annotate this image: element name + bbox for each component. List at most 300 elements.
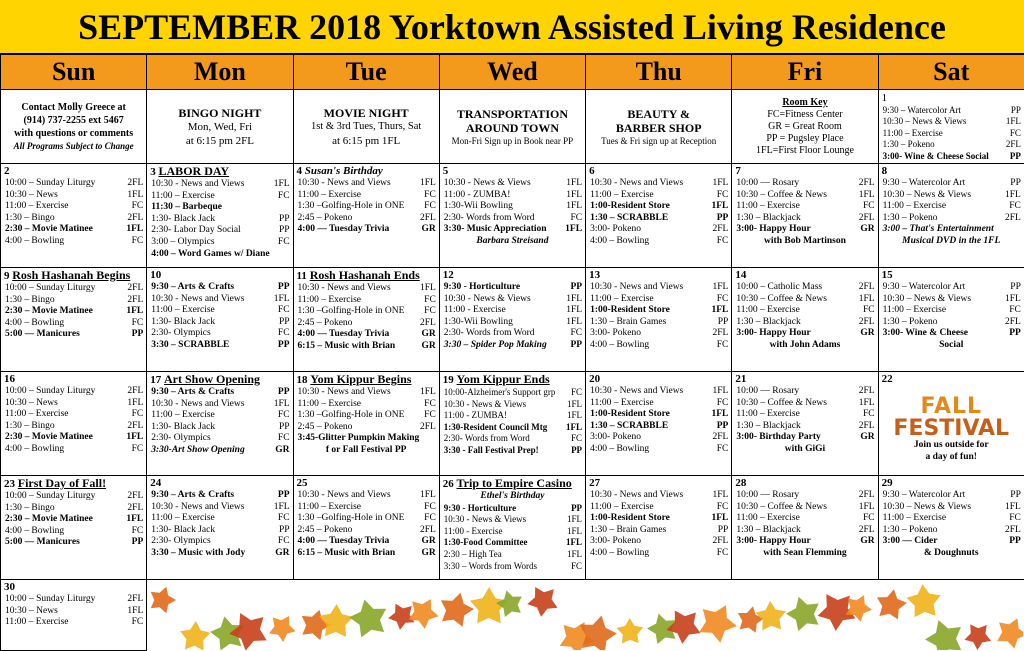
event-row — [1, 224, 146, 236]
event-location: 1FL — [859, 190, 875, 202]
event-row — [586, 409, 731, 421]
event-location: FC — [278, 191, 290, 203]
day-cell — [439, 164, 585, 268]
event-location: 2FL — [127, 295, 143, 307]
event-name: 2:30 – Movie Matinee — [5, 224, 93, 236]
event-name: 1:00-Resident Store — [590, 305, 670, 317]
event-row — [440, 410, 585, 422]
event-location: GR — [860, 224, 874, 236]
event-row — [147, 225, 292, 237]
event-location: PP — [571, 503, 582, 515]
event-name: 10:30 - News and Views — [590, 178, 683, 190]
event-name: 10:30 – News & Views — [883, 294, 971, 306]
day-header — [147, 476, 292, 490]
event-row — [732, 294, 877, 306]
leaf-icon — [319, 604, 353, 637]
event-location: FC — [424, 201, 436, 213]
event-name: 10:30 – Coffee & News — [736, 190, 827, 202]
event-row — [294, 422, 439, 434]
event-location: GR — [422, 224, 436, 236]
event-name: 1:00-Resident Store — [590, 513, 670, 525]
event-name: 10:30 - News and Views — [151, 399, 244, 411]
event-location: FC — [132, 617, 144, 629]
event-row — [147, 340, 292, 352]
event-row — [440, 433, 585, 445]
day-cell — [732, 372, 878, 476]
event-name: 3:30 – Music with Jody — [151, 548, 245, 560]
event-subtitle: Musical DVD in the 1FL — [879, 236, 1024, 248]
event-location: PP — [570, 282, 582, 294]
leaf-icon — [617, 618, 644, 644]
event-name: 11:00 – Exercise — [151, 191, 215, 203]
festival-note: a day of fun! — [879, 452, 1024, 464]
day-header — [440, 268, 585, 282]
event-location: PP — [1009, 328, 1021, 340]
event-row — [586, 294, 731, 306]
event-location: FC — [571, 387, 582, 399]
event-row — [1, 201, 146, 213]
event-location: 1FL — [712, 386, 728, 398]
event-name: 10:30 - News & Views — [444, 399, 526, 411]
event-row: 11:00 – Exercise FC — [879, 128, 1024, 140]
event-row — [294, 213, 439, 225]
event-name: 11:00 – Exercise — [736, 305, 800, 317]
event-name: 6:15 – Music with Brian — [298, 548, 396, 560]
event-name: 10:30 - News and Views — [298, 178, 391, 190]
event-row — [440, 224, 585, 236]
day-header — [440, 164, 585, 178]
event-row — [732, 386, 877, 398]
event-name: 9:30 - Horticulture — [444, 503, 516, 515]
event-row — [147, 387, 292, 399]
holiday-heading: LABOR DAY — [159, 164, 230, 178]
fall-festival-cell — [878, 372, 1024, 476]
event-location: PP — [717, 421, 729, 433]
event-row — [147, 490, 292, 502]
event-row — [1, 178, 146, 190]
event-row — [586, 328, 731, 340]
day-number: 8 — [882, 165, 888, 177]
event-location: FC — [132, 409, 144, 421]
event-location: 1FL — [859, 294, 875, 306]
event-row — [147, 399, 292, 411]
leaf-icon — [269, 616, 296, 642]
event-row — [879, 213, 1024, 225]
event-name: 1:30 – Brain Games — [590, 525, 666, 537]
event-name: 2:30- Words from Word — [444, 213, 535, 225]
leaf-icon — [151, 587, 176, 614]
info-heading: TRANSPORTATION — [440, 107, 585, 121]
event-row — [732, 178, 877, 190]
event-location: PP — [718, 317, 729, 329]
event-row — [440, 178, 585, 190]
event-row: 10:30 – News & Views 1FL — [879, 116, 1024, 128]
event-name: 9:30 - Horticulture — [444, 282, 520, 294]
event-name: 10:00 – Catholic Mass — [736, 282, 822, 294]
event-name: 1:30 – Blackjack — [736, 525, 800, 537]
event-location: PP — [278, 282, 290, 294]
event-name: 1:30 –Golfing-Hole in ONE — [298, 513, 405, 525]
event-row — [586, 421, 731, 433]
event-name: 2:45 – Pokeno — [298, 213, 353, 225]
day-header — [586, 268, 731, 282]
event-name: 2:45 – Pokeno — [298, 318, 353, 330]
event-location: 1FL — [711, 201, 728, 213]
event-row — [1, 526, 146, 538]
event-row — [879, 305, 1024, 317]
day-number: 18 — [297, 374, 308, 386]
event-row — [294, 490, 439, 502]
event-row — [1, 329, 146, 341]
event-name: 10:00 – Sunday Liturgy — [5, 594, 95, 606]
event-location: 2FL — [420, 213, 436, 225]
event-row: 3:00- Wine & Cheese Social PP — [879, 151, 1024, 163]
event-row — [440, 387, 585, 399]
day-number: 11 — [297, 270, 307, 282]
day-cell — [293, 372, 439, 476]
event-location: FC — [717, 444, 729, 456]
event-name: 2:30 – Movie Matinee — [5, 514, 93, 526]
event-row — [294, 201, 439, 213]
day-number: 7 — [735, 165, 741, 177]
day-header — [879, 164, 1024, 178]
event-name: 3:45-Glitter Pumpkin Making — [298, 433, 420, 445]
event-row — [879, 328, 1024, 340]
event-location: PP — [278, 340, 290, 352]
event-location: GR — [422, 536, 436, 548]
event-row — [440, 549, 585, 561]
day-header — [732, 164, 877, 178]
info-heading: BINGO NIGHT — [147, 106, 292, 120]
event-name: 3:00- Wine & Cheese — [883, 328, 968, 340]
event-name: 1:30 –Golfing-Hole in ONE — [298, 410, 405, 422]
day-header — [1, 372, 146, 386]
day-number: 30 — [4, 581, 15, 593]
day-cell — [732, 476, 878, 580]
day-number: 14 — [735, 269, 746, 281]
event-location: FC — [424, 502, 436, 514]
event-name: 5:00 — Manicures — [5, 537, 80, 549]
room-key-line: 1FL=First Floor Lounge — [732, 145, 877, 157]
event-location: 2FL — [712, 224, 728, 236]
event-row — [586, 340, 731, 352]
event-row — [440, 282, 585, 294]
event-row — [147, 433, 292, 445]
event-row — [732, 328, 877, 340]
event-row — [1, 537, 146, 549]
room-key-title: Room Key — [732, 97, 877, 109]
event-row — [440, 537, 585, 549]
event-row — [147, 328, 292, 340]
event-location: 1FL — [566, 537, 582, 549]
event-name: 11:00 – Exercise — [298, 502, 362, 514]
event-name: 10:30 - News and Views — [151, 502, 244, 514]
event-location: 1FL — [566, 201, 582, 213]
event-row — [294, 387, 439, 399]
event-location: FC — [1009, 305, 1021, 317]
event-name: 11:00 - Exercise — [444, 526, 503, 538]
event-row — [1, 409, 146, 421]
event-row: 1:30 – Pokeno 2FL — [879, 139, 1024, 151]
event-row — [1, 398, 146, 410]
day-cell — [586, 164, 732, 268]
event-location: 2FL — [127, 491, 143, 503]
event-location: PP — [718, 525, 729, 537]
autumn-leaves-decoration — [147, 580, 1024, 651]
event-location: 1FL — [859, 502, 875, 514]
event-location: FC — [278, 237, 290, 249]
event-location: FC — [863, 409, 875, 421]
event-location: FC — [424, 295, 436, 307]
event-name: 4:00 – Bowling — [5, 318, 64, 330]
event-location: 1FL — [126, 306, 143, 318]
event-name: 11:00 – Exercise — [883, 201, 947, 213]
event-name: 1:30 – Pokeno — [883, 525, 938, 537]
event-name: 2:30- Olympics — [151, 433, 210, 445]
event-location: PP — [717, 213, 729, 225]
event-name: 3:00- Happy Hour — [736, 536, 810, 548]
event-name: 4:00 – Bowling — [590, 444, 649, 456]
event-location: 2FL — [1005, 317, 1021, 329]
day-number: 17 — [150, 374, 161, 386]
event-location: PP — [571, 445, 582, 457]
event-name: 1:30 – Bingo — [5, 295, 55, 307]
day-cell — [878, 268, 1024, 372]
event-row — [1, 594, 146, 606]
day-number: 23 — [4, 478, 15, 490]
event-location: GR — [275, 548, 289, 560]
event-location: 1FL — [566, 178, 582, 190]
week-row — [1, 164, 1024, 268]
event-row — [879, 190, 1024, 202]
event-row — [586, 536, 731, 548]
room-key-cell — [732, 90, 878, 164]
day-cell — [147, 164, 293, 268]
event-subtitle: with Sean Flemming — [732, 548, 877, 560]
info-heading: AROUND TOWN — [440, 121, 585, 135]
event-location: 2FL — [127, 594, 143, 606]
day-number: 22 — [879, 372, 1024, 386]
event-name: 11:00 - ZUMBA! — [444, 190, 511, 202]
event-location: 2FL — [859, 525, 875, 537]
event-row — [147, 536, 292, 548]
day-number: 27 — [589, 477, 600, 489]
event-row — [440, 317, 585, 329]
leaf-icon — [441, 593, 474, 627]
event-location: FC — [424, 513, 436, 525]
event-name: 10:30 - News & Views — [444, 514, 526, 526]
event-name: 1:30 – Blackjack — [736, 421, 800, 433]
event-row — [294, 536, 439, 548]
event-row — [294, 224, 439, 236]
event-row — [1, 514, 146, 526]
day-cell — [1, 268, 147, 372]
event-name: 2:30- Olympics — [151, 536, 210, 548]
leaf-icon — [877, 589, 907, 619]
event-subtitle: Social — [879, 340, 1024, 352]
event-location: 1FL — [712, 282, 728, 294]
event-subtitle: Barbara Streisand — [440, 236, 585, 248]
event-name: 1:30- Black Jack — [151, 214, 215, 226]
event-location: FC — [424, 306, 436, 318]
event-location: 1FL — [565, 224, 582, 236]
event-row — [440, 328, 585, 340]
event-row — [586, 282, 731, 294]
event-row — [147, 179, 292, 191]
event-name: 1:30 – Brain Games — [590, 317, 666, 329]
event-subtitle: with John Adams — [732, 340, 877, 352]
room-key-line: GR = Great Room — [732, 121, 877, 133]
event-name: 10:30 – News — [5, 190, 58, 202]
contact-phone: (914) 737-2255 ext 5467 — [1, 114, 146, 127]
event-row — [1, 295, 146, 307]
day-cell — [439, 476, 585, 580]
event-location: FC — [717, 548, 729, 560]
event-location: 1FL — [567, 410, 582, 422]
event-name: 3:00- Pokeno — [590, 432, 641, 444]
event-row — [147, 294, 292, 306]
day-number: 12 — [443, 269, 454, 281]
event-row — [147, 410, 292, 422]
day-header — [440, 476, 585, 491]
event-location: 1FL — [566, 305, 582, 317]
event-location: FC — [571, 433, 582, 445]
event-name: 11:00 – Exercise — [883, 513, 947, 525]
event-row — [294, 548, 439, 560]
event-location: PP — [279, 225, 290, 237]
event-row — [586, 236, 731, 248]
event-name: 2:30- Olympics — [151, 328, 210, 340]
info-line: Tues & Fri sign up at Reception — [586, 135, 731, 147]
room-key-line: PP = Pugsley Place — [732, 133, 877, 145]
event-name: 10:30 - News and Views — [298, 387, 391, 399]
event-location: 2FL — [420, 525, 436, 537]
event-row — [294, 178, 439, 190]
event-row — [879, 224, 1024, 236]
event-location: GR — [860, 536, 874, 548]
event-name: 10:30 – News — [5, 606, 58, 618]
event-row — [586, 190, 731, 202]
event-name: 11:00 – Exercise — [736, 201, 800, 213]
event-row — [586, 490, 731, 502]
event-location: 2FL — [859, 282, 875, 294]
event-name: 11:00 – Exercise — [590, 398, 654, 410]
event-row — [732, 190, 877, 202]
event-name: 10:30 - News and Views — [298, 283, 391, 295]
event-location: 2FL — [712, 432, 728, 444]
event-row — [732, 224, 877, 236]
event-row — [732, 305, 877, 317]
event-location: 1FL — [126, 224, 143, 236]
event-name: 1:30 – Bingo — [5, 421, 55, 433]
event-location: 2FL — [127, 421, 143, 433]
day-cell — [732, 164, 878, 268]
day-number: 10 — [150, 269, 161, 281]
event-row — [1, 491, 146, 503]
day-header — [1, 580, 146, 594]
event-row — [147, 305, 292, 317]
event-name: 1:30-Food Committee — [444, 537, 528, 549]
event-location: GR — [422, 329, 436, 341]
leaf-icon — [496, 590, 522, 617]
event-name: 10:30 - News and Views — [298, 490, 391, 502]
event-name: 10:30 - News and Views — [590, 490, 683, 502]
holiday-heading: Rosh Hashanah Begins — [12, 268, 130, 282]
event-row — [294, 502, 439, 514]
event-row — [1, 306, 146, 318]
info-heading: BEAUTY & — [586, 107, 731, 121]
event-row — [440, 190, 585, 202]
day-header — [440, 372, 585, 387]
event-row — [586, 525, 731, 537]
event-name: 3:30-Art Show Opening — [151, 445, 244, 457]
event-row — [1, 421, 146, 433]
event-row — [879, 525, 1024, 537]
info-line: 1st & 3rd Tues, Thurs, Sat — [294, 120, 439, 134]
event-name: 11:00 – Exercise — [5, 409, 69, 421]
event-location: 1FL — [127, 190, 143, 202]
event-name: 4:00 – Bowling — [590, 340, 649, 352]
event-location: FC — [717, 398, 729, 410]
day-cell — [293, 164, 439, 268]
day-number: 2 — [4, 165, 10, 177]
day-cell — [293, 268, 439, 372]
info-line: Mon, Wed, Fri — [147, 120, 292, 134]
event-location: FC — [132, 526, 144, 538]
holiday-heading: Susan's Birthday — [305, 165, 383, 177]
day-number: 25 — [297, 477, 308, 489]
event-row — [440, 445, 585, 457]
leaf-icon — [667, 611, 701, 644]
event-row — [440, 201, 585, 213]
event-name: 4:00 — Tuesday Trivia — [298, 329, 390, 341]
event-location: FC — [717, 190, 729, 202]
event-name: 9:30 – Arts & Crafts — [151, 490, 234, 502]
event-row — [586, 213, 731, 225]
event-row — [294, 341, 439, 353]
day-cell — [1, 164, 147, 268]
event-name: 3:30 – Words from Words — [444, 561, 537, 573]
day-number: 20 — [589, 373, 600, 385]
event-row — [1, 606, 146, 618]
event-name: 1:30 –Golfing-Hole in ONE — [298, 306, 405, 318]
weekday-fri: Fri — [732, 55, 878, 90]
day-number: 6 — [589, 165, 595, 177]
event-location: PP — [279, 317, 290, 329]
event-location: 1FL — [126, 514, 143, 526]
event-location: FC — [132, 236, 144, 248]
event-location: 2FL — [712, 328, 728, 340]
event-row — [294, 513, 439, 525]
event-location: 1FL — [420, 490, 436, 502]
event-name: 3:30- Music Appreciation — [444, 224, 547, 236]
event-name: 10:00 – Sunday Liturgy — [5, 491, 95, 503]
weekday-wed: Wed — [439, 55, 585, 90]
movie-info-cell — [293, 90, 439, 164]
event-name: 11:00 – Exercise — [151, 305, 215, 317]
weekday-tue: Tue — [293, 55, 439, 90]
event-location: 2FL — [1005, 213, 1021, 225]
leaf-icon — [528, 587, 558, 617]
event-name: 4:00 — Tuesday Trivia — [298, 224, 390, 236]
event-row — [586, 317, 731, 329]
event-row — [732, 525, 877, 537]
week-row — [1, 372, 1024, 476]
leaf-icon — [756, 601, 786, 630]
event-location: FC — [717, 502, 729, 514]
event-row — [879, 282, 1024, 294]
week-row — [1, 268, 1024, 372]
